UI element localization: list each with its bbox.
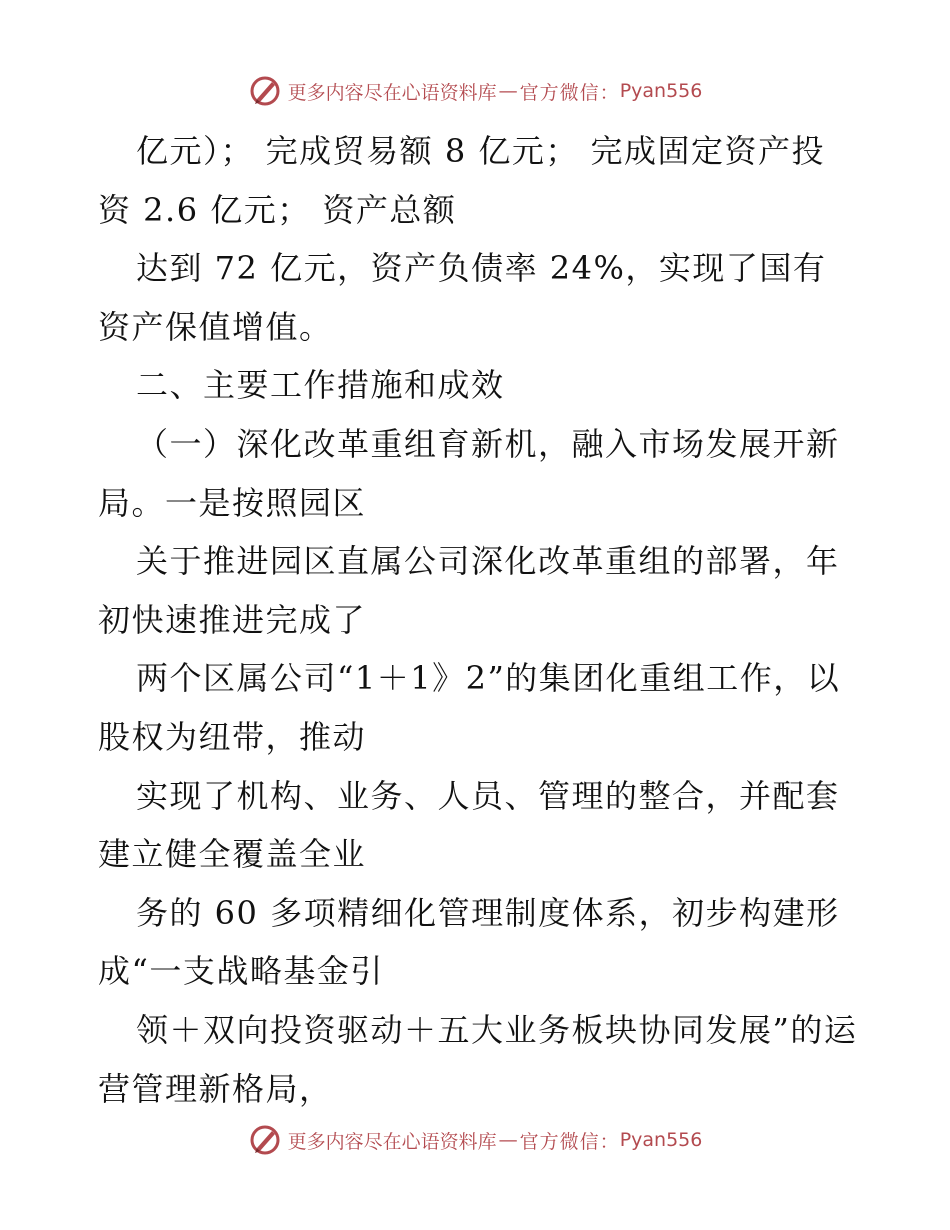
watermark-official-label: 官方微信： [519, 1130, 620, 1153]
watermark-wechat-id: Pyan556 [619, 1129, 703, 1151]
body-paragraph: 关于推进园区直属公司深化改革重组的部署，年初快速推进完成了 [98, 542, 840, 639]
body-paragraph: 二、主要工作措施和成效 [136, 366, 505, 405]
body-paragraph: 领＋双向投资驱动＋五大业务板块协同发展”的运营管理新格局， [98, 1010, 858, 1108]
pen-circle-logo-icon [248, 1123, 282, 1157]
watermark-dash: — [498, 1129, 518, 1151]
watermark-header [0, 71, 950, 111]
watermark-brand: 更多内容尽在心语资料库 [287, 1130, 497, 1153]
body-paragraph: 务的 60 多项精细化管理制度体系，初步构建形成“一支战略基金引 [98, 893, 840, 991]
document-body [98, 122, 858, 1118]
watermark-dash: — [498, 80, 518, 102]
watermark-wechat-id: Pyan556 [619, 80, 703, 102]
watermark-footer [0, 1120, 950, 1160]
body-paragraph: 达到 72 亿元，资产负债率 24%，实现了国有资产保值增值。 [98, 249, 827, 346]
body-paragraph: 两个区属公司“1＋1》2”的集团化重组工作，以股权为纽带，推动 [98, 659, 841, 756]
watermark-official-label: 官方微信： [519, 81, 620, 104]
pen-circle-logo-icon [248, 74, 282, 108]
watermark-brand: 更多内容尽在心语资料库 [287, 81, 497, 104]
body-paragraph: 亿元）； 完成贸易额 8 亿元； 完成固定资产投资 2.6 亿元； 资产总额 [98, 132, 826, 229]
body-paragraph: 实现了机构、业务、人员、管理的整合，并配套建立健全覆盖全业 [98, 776, 840, 874]
body-paragraph: （一）深化改革重组育新机，融入市场发展开新局。一是按照园区 [98, 424, 840, 522]
